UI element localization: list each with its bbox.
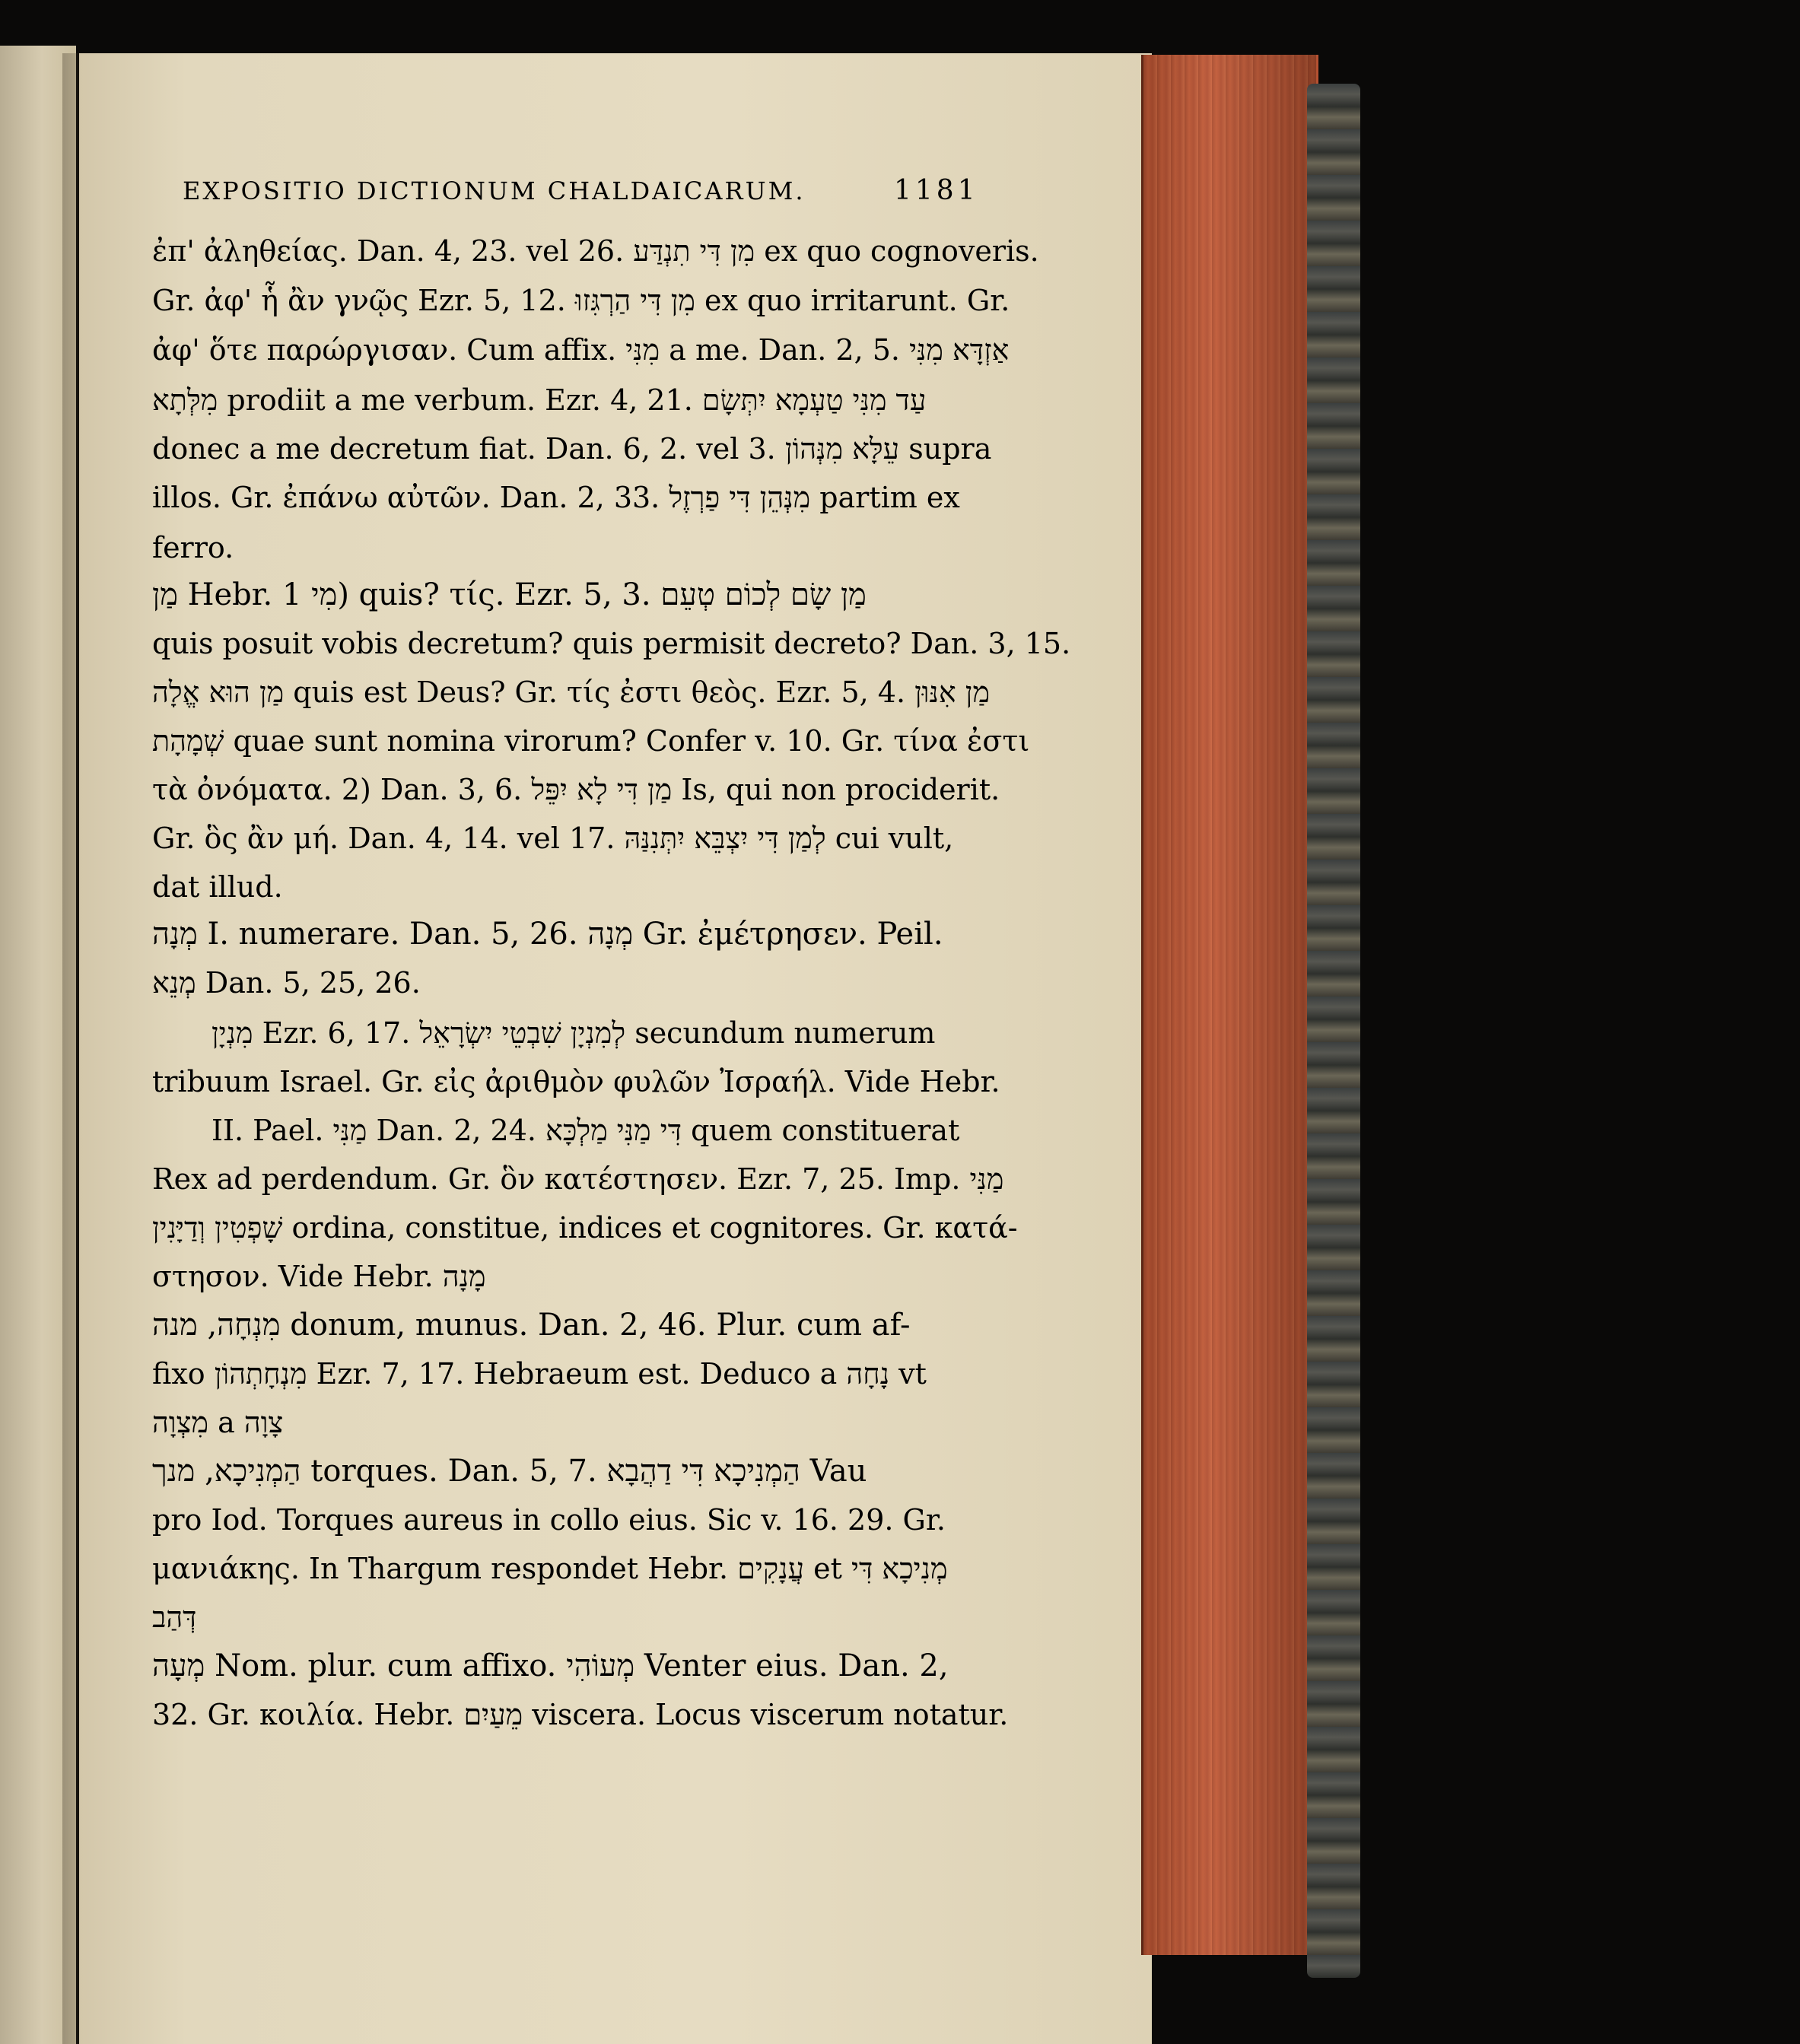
- text-line: II. Pael. מַנִּי Dan. 2, 24. דִּי מַנִּי מַלְכָּא quem constituerat: [211, 1114, 960, 1147]
- text-line: tribuum Israel. Gr. εἰς ἀριθμὸν φυλῶν Ἰσραήλ. Vide Hebr.: [152, 1065, 1000, 1098]
- entry-line: מִנְחָה, מנה donum, munus. Dan. 2, 46. Plur. cum af-: [152, 1308, 911, 1343]
- text-line: μανιάκης. In Thargum respondet Hebr. עֲנָקִים et מְנִיכָא דִּי: [152, 1552, 948, 1585]
- text-line: דְּהַב: [152, 1601, 197, 1634]
- text-line: מַן הוּא אֱלָה quis est Deus? Gr. τίς ἐστι θεὸς. Ezr. 5, 4. מַן אִנּוּן: [152, 676, 990, 709]
- text-line: Rex ad perdendum. Gr. ὃν κατέστησεν. Ezr. 7, 25. Imp. מַנִּי: [152, 1162, 1004, 1196]
- page-edges-shade: [1141, 55, 1316, 1955]
- text-line: fixo מִנְחָתְהוֹן Ezr. 7, 17. Hebraeum est. Deduco a נָחָה vt: [152, 1357, 927, 1391]
- text-line: מִלְּתָא prodiit a me verbum. Ezr. 4, 21. עַד מִנִּי טַעְמָא יִתְּשָׂם: [152, 383, 927, 417]
- page-number: 1181: [894, 175, 979, 206]
- text-line: quis posuit vobis decretum? quis permisit decreto? Dan. 3, 15.: [152, 627, 1071, 660]
- text-line: שָׁפְטִין וְדַיָּנִין ordina, constitue, indices et cognitores. Gr. κατά-: [152, 1211, 1018, 1245]
- text-line: pro Iod. Torques aureus in collo eius. Sic v. 16. 29. Gr.: [152, 1503, 946, 1537]
- text-line: dat illud.: [152, 870, 283, 904]
- text-line: שְׁמָהָת quae sunt nomina virorum? Confer v. 10. Gr. τίνα ἐστι: [152, 724, 1030, 758]
- text-line: Gr. ὃς ἂν μή. Dan. 4, 14. vel 17. לְמַן דִּי יִצְבֵּא יִתְּנִנַּהּ cui vult,: [152, 822, 954, 855]
- entry-line: מַן Hebr. מִי 1) quis? τίς. Ezr. 5, 3. מַן שָׂם לְכוֹם טְעֵם: [152, 577, 867, 612]
- text-line: Gr. ἀφ' ἧ ἂν γνῷς Ezr. 5, 12. מִן דִּי הַרְגִּזוּ ex quo irritarunt. Gr.: [152, 284, 1010, 317]
- text-line: illos. Gr. ἐπάνω αὐτῶν. Dan. 2, 33. מִנְּהֵן דִּי פַרְזֶל partim ex: [152, 481, 960, 514]
- text-line: τὰ ὀνόματα. 2) Dan. 3, 6. מַן דִּי לָא יִפֵּל Is, qui non prociderit.: [152, 773, 1000, 806]
- text-line: donec a me decretum fiat. Dan. 6, 2. vel 3. עֵלָּא מִנְּהוֹן supra: [152, 432, 992, 466]
- text-line: מִצְוָה a צָוָה: [152, 1406, 284, 1439]
- text-line: 32. Gr. κοιλία. Hebr. מֵעַיִם viscera. Locus viscerum notatur.: [152, 1698, 1009, 1731]
- running-title: EXPOSITIO DICTIONUM CHALDAICARUM.: [183, 176, 806, 205]
- entry-line: מְנָה I. numerare. Dan. 5, 26. מְנָה Gr. ἐμέτρησεν. Peil.: [152, 917, 943, 952]
- text-line: ἐπ' ἀληθείας. Dan. 4, 23. vel 26. מִן דִּי תִנְדַּע ex quo cognoveris.: [152, 234, 1039, 268]
- text-line: ἀφ' ὅτε παρώργισαν. Cum affix. מִנִּי a me. Dan. 2, 5. אַזְדָּא מִנִּי: [152, 333, 1010, 367]
- text-line: ferro.: [152, 531, 234, 564]
- text-line: מִנְיָן Ezr. 6, 17. לְמִנְיָן שִׁבְטֵי יִשְׂרָאֵל secundum numerum: [211, 1016, 936, 1050]
- text-line: στησον. Vide Hebr. מָנָה: [152, 1260, 486, 1293]
- entry-line: הַמְנִיכָא, מנך torques. Dan. 5, 7. הַמְנִיכָא דִּי דַהֲבָא Vau: [152, 1454, 867, 1489]
- text-line: מְנֵא Dan. 5, 25, 26.: [152, 966, 421, 1000]
- book-binding: [1307, 84, 1360, 1978]
- entry-line: מְעָה Nom. plur. cum affixo. מְעוֹהִי Venter eius. Dan. 2,: [152, 1648, 949, 1683]
